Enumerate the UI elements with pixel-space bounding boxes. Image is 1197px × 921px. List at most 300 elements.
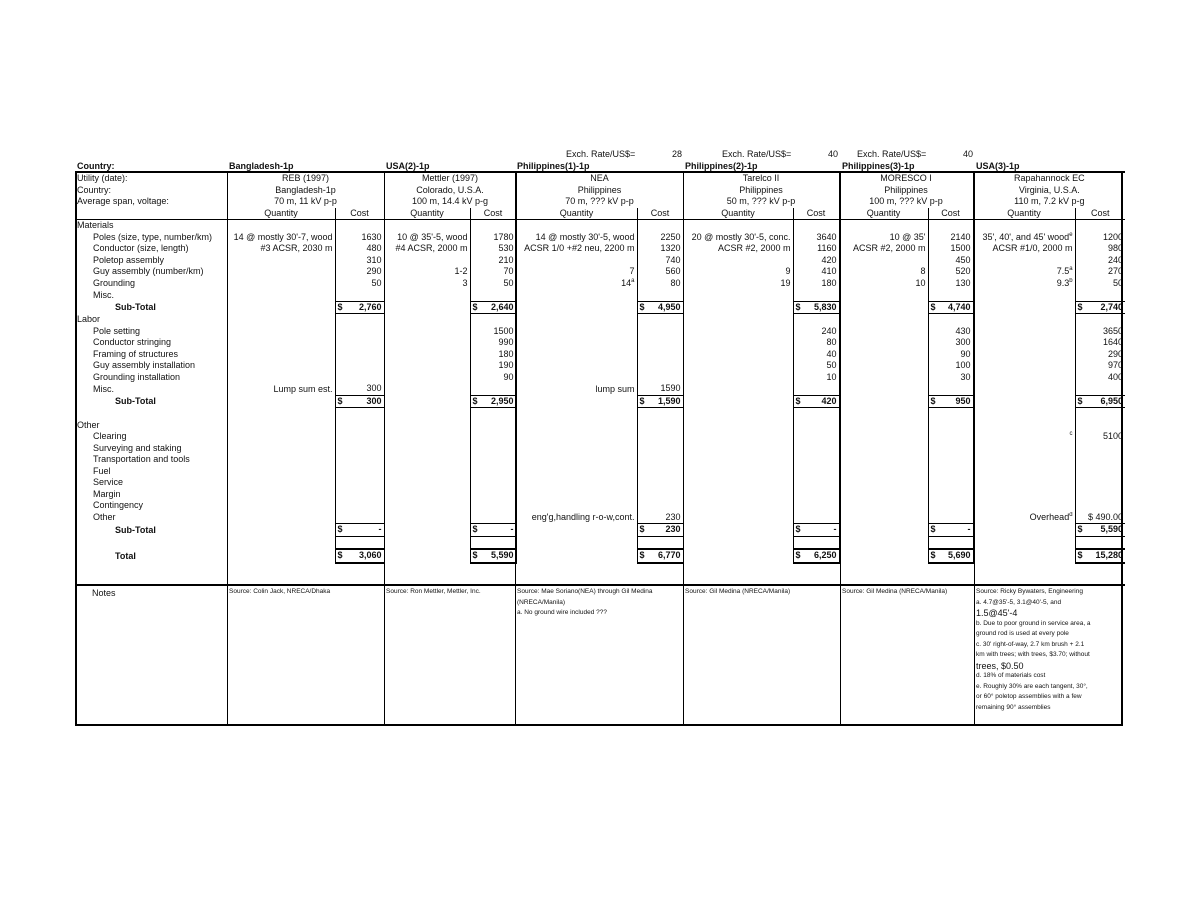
quantity-header: Quantity	[384, 208, 470, 220]
amount: 2,950	[490, 395, 514, 406]
cost-cell	[470, 349, 516, 361]
quantity-cell	[683, 536, 793, 549]
row-label	[75, 278, 227, 290]
quantity-cell	[839, 337, 928, 349]
note-line: trees, $0.50	[976, 660, 1024, 671]
exchange-rate-1	[566, 149, 682, 159]
cost-cell	[928, 477, 973, 489]
currency-symbol: $	[472, 550, 478, 560]
cost-cell-text: 50	[503, 277, 514, 288]
note-col-6	[976, 587, 1124, 713]
cost-cell	[1075, 408, 1125, 420]
currency-symbol: $	[337, 524, 343, 534]
utility-row-text: Mettler (1997)	[421, 173, 479, 183]
dollar-amount	[338, 396, 382, 408]
span-row-text: 100 m, ??? kV p-p	[869, 196, 943, 206]
dollar-amount	[931, 396, 971, 408]
amount: 300	[366, 395, 382, 406]
cost-cell	[1075, 266, 1125, 278]
quantity-cell	[227, 243, 335, 255]
cost-cell	[928, 220, 973, 232]
cost-cell-text: 40	[826, 348, 837, 359]
table-row	[75, 443, 1125, 455]
column-divider	[515, 171, 516, 726]
cost-cell	[335, 524, 384, 537]
quantity-cell	[384, 408, 470, 420]
cost-cell	[928, 372, 973, 384]
cost-cell	[335, 232, 384, 244]
cost-cell	[470, 489, 516, 501]
cost-cell	[928, 289, 973, 301]
quantity-cell-text: 3	[462, 277, 468, 288]
amount: 6,770	[657, 550, 681, 560]
column-divider	[974, 171, 975, 726]
quantity-cell	[683, 443, 793, 455]
cost-cell-text: 520	[955, 266, 971, 276]
cost-cell	[793, 536, 839, 549]
quantity-cell	[683, 500, 793, 512]
cost-cell-text: 190	[498, 360, 514, 370]
row-label-text: Sub-Total	[115, 302, 156, 312]
cost-cell-text: 90	[960, 348, 971, 359]
quantity-cell	[384, 220, 470, 232]
cost-cell	[793, 266, 839, 278]
quantity-cell-text: #4 ACSR, 2000 m	[395, 243, 468, 253]
quantity-cell	[384, 536, 470, 549]
quantity-cell	[384, 266, 470, 278]
country-row-value	[516, 185, 683, 197]
span-row	[75, 196, 1125, 208]
quantity-cell	[227, 314, 335, 326]
dollar-amount	[1078, 302, 1124, 314]
cost-cell	[637, 466, 683, 478]
cost-cell-text: 1590	[660, 383, 681, 393]
cost-cell	[793, 220, 839, 232]
quantity-cell	[516, 395, 637, 408]
dollar-amount	[931, 524, 971, 536]
quantity-cell	[973, 454, 1075, 466]
quantity-cell	[973, 266, 1075, 278]
cost-cell	[637, 395, 683, 408]
country-name: USA(2)-1p	[386, 161, 430, 171]
amount: 5,590	[1100, 524, 1124, 534]
row-label-text: Conductor stringing	[93, 337, 172, 347]
cost-cell-text: 290	[366, 266, 382, 276]
cost-cell-text: $ 490.00	[1088, 511, 1124, 522]
cost-cell	[928, 443, 973, 455]
quantity-cell	[516, 266, 637, 278]
row-label	[75, 512, 227, 524]
quantity-cell	[973, 549, 1075, 563]
row-label	[75, 536, 227, 549]
cost-cell	[637, 349, 683, 361]
cost-cell-text: 1500	[493, 325, 514, 336]
quantity-cell	[839, 536, 928, 549]
quantity-cell	[839, 524, 928, 537]
row-label	[75, 466, 227, 478]
cost-cell-text: 180	[821, 277, 837, 288]
row-label-text: Utility (date):	[77, 173, 128, 183]
cost-cell	[793, 420, 839, 432]
dollar-amount	[640, 550, 681, 562]
quantity-cell	[839, 289, 928, 301]
amount: 230	[665, 524, 681, 534]
quantity-cell	[516, 454, 637, 466]
currency-symbol: $	[1077, 301, 1083, 312]
quantity-cell	[683, 383, 793, 395]
quantity-cell-text: 14 @ mostly 30'-5, wood	[535, 231, 635, 242]
cost-cell	[470, 466, 516, 478]
quantity-cell	[973, 232, 1075, 244]
amount: 5,690	[948, 550, 971, 560]
quantity-cell	[973, 431, 1075, 443]
note-line: c. 30' right-of-way, 2.7 km brush + 2.1	[976, 640, 1085, 648]
quantity-cell	[384, 500, 470, 512]
quantity-cell-text: Lump sum est.	[273, 383, 333, 394]
currency-symbol: $	[639, 395, 645, 406]
cost-cell	[470, 360, 516, 372]
row-label	[75, 220, 227, 232]
quantity-cell	[227, 454, 335, 466]
quantity-cell	[973, 255, 1075, 267]
cost-cell	[793, 408, 839, 420]
dollar-amount	[640, 302, 681, 314]
table-row	[75, 431, 1125, 443]
quantity-cell	[384, 489, 470, 501]
spacer-row	[75, 408, 1125, 420]
row-label-text: Labor	[77, 314, 101, 324]
country-row-text: Philippines	[884, 184, 928, 195]
currency-symbol: $	[337, 301, 343, 312]
cost-cell	[470, 420, 516, 432]
quantity-cell	[384, 232, 470, 244]
row-label	[75, 395, 227, 408]
quantity-cell	[384, 431, 470, 443]
cost-cell	[335, 454, 384, 466]
quantity-cell	[973, 443, 1075, 455]
dollar-amount	[473, 524, 514, 536]
span-row-text: 110 m, 7.2 kV p-g	[1014, 196, 1085, 206]
country-name: Philippines(1)-1p	[517, 161, 590, 171]
amount: 420	[821, 395, 837, 406]
quantity-cell	[839, 372, 928, 384]
cost-cell	[928, 420, 973, 432]
row-label	[75, 420, 227, 432]
cost-cell	[1075, 536, 1125, 549]
table-row	[75, 255, 1125, 267]
cost-cell-text: 300	[366, 383, 382, 393]
cost-cell-text: 980	[1108, 243, 1124, 253]
row-label	[75, 500, 227, 512]
quantity-cell	[227, 443, 335, 455]
amount: 4,950	[657, 301, 681, 312]
quantity-cell	[683, 512, 793, 524]
row-label	[75, 349, 227, 361]
span-row-value	[683, 196, 839, 208]
row-label	[75, 408, 227, 420]
quantity-cell	[384, 466, 470, 478]
country-name: Bangladesh-1p	[229, 161, 294, 171]
quantity-cell	[384, 360, 470, 372]
cost-cell	[928, 500, 973, 512]
currency-symbol: $	[930, 550, 936, 560]
footnote-marker: d	[1069, 512, 1073, 518]
quantity-cell	[683, 420, 793, 432]
quantity-cell	[384, 549, 470, 563]
cost-cell	[470, 314, 516, 326]
footnote-marker: e	[1069, 231, 1073, 238]
quantity-cell-text: 20 @ mostly 30'-5, conc.	[691, 231, 791, 242]
exchange-rate-label: Exch. Rate/US$=	[722, 149, 792, 159]
quantity-cell	[516, 443, 637, 455]
cost-cell-text: 290	[1108, 348, 1124, 359]
quantity-cell-text: 7	[629, 266, 635, 276]
cost-cell	[928, 489, 973, 501]
quantity-cell	[227, 489, 335, 501]
cost-cell-text: 970	[1108, 360, 1124, 370]
cost-cell	[928, 360, 973, 372]
quantity-header: Quantity	[973, 208, 1075, 220]
cost-cell	[928, 326, 973, 338]
cost-cell	[335, 500, 384, 512]
quantity-cell	[384, 443, 470, 455]
quantity-cell	[384, 326, 470, 338]
row-label-text: Clearing	[93, 431, 127, 441]
quantity-cell	[683, 524, 793, 537]
quantity-cell	[973, 408, 1075, 420]
span-row-text: 70 m, ??? kV p-p	[565, 196, 634, 206]
quantity-cell	[384, 255, 470, 267]
dollar-amount	[338, 302, 382, 314]
quantity-cell	[683, 243, 793, 255]
cost-cell	[470, 454, 516, 466]
quantity-cell	[227, 536, 335, 549]
cost-cell	[1075, 454, 1125, 466]
quantity-cell	[839, 443, 928, 455]
cost-cell	[928, 266, 973, 278]
row-label-text: Margin	[93, 488, 121, 499]
amount: 2,640	[490, 301, 514, 312]
row-label	[75, 549, 227, 563]
quantity-cell	[516, 489, 637, 501]
quantity-cell	[973, 512, 1075, 524]
currency-symbol: $	[1077, 524, 1083, 534]
row-label	[75, 208, 227, 220]
row-label-text: Framing of structures	[93, 348, 179, 359]
cost-cell	[335, 255, 384, 267]
currency-symbol: $	[795, 301, 801, 312]
quantity-cell	[973, 243, 1075, 255]
cost-cell	[470, 337, 516, 349]
row-label	[75, 524, 227, 537]
quantity-cell-text: 9	[785, 266, 791, 276]
table-row	[75, 489, 1125, 501]
table-row	[75, 512, 1125, 524]
quantity-cell	[683, 549, 793, 563]
cost-cell-text: 5100	[1103, 431, 1124, 441]
quantity-cell	[227, 232, 335, 244]
row-label-text: Country:	[77, 184, 112, 195]
quantity-cell	[973, 301, 1075, 314]
quantity-cell	[516, 301, 637, 314]
cost-cell	[335, 266, 384, 278]
labor-heading	[75, 314, 1125, 326]
row-label	[75, 289, 227, 301]
quantity-cell	[839, 431, 928, 443]
cost-cell	[1075, 289, 1125, 301]
quantity-cell	[839, 349, 928, 361]
currency-symbol: $	[337, 550, 343, 560]
note-line: d. 18% of materials cost	[976, 672, 1046, 679]
cost-cell-text: 50	[1113, 277, 1124, 288]
exchange-rate-value: 28	[671, 149, 682, 159]
cost-cell-text: 1320	[660, 243, 681, 253]
cost-cell-text: 230	[665, 511, 681, 522]
amount: 6,950	[1100, 395, 1124, 406]
cost-cell	[637, 408, 683, 420]
cost-cell	[637, 524, 683, 537]
cost-cell	[470, 500, 516, 512]
cost-cell-text: 740	[665, 254, 681, 265]
cost-cell-text: 1780	[493, 231, 514, 242]
quantity-header: Quantity	[839, 208, 928, 220]
quantity-cell	[973, 395, 1075, 408]
cost-cell	[470, 524, 516, 537]
cost-cell	[335, 536, 384, 549]
cost-cell	[637, 500, 683, 512]
dollar-amount	[473, 396, 514, 408]
quantity-cell	[973, 326, 1075, 338]
cost-cell	[470, 431, 516, 443]
quantity-cell-text: 7.5	[1056, 266, 1070, 276]
cost-cell	[335, 466, 384, 478]
note-line: (NRECA/Manila)	[517, 598, 566, 606]
row-label-text: Other	[77, 419, 100, 430]
row-label-text: Sub-Total	[115, 396, 156, 406]
cost-cell	[335, 383, 384, 395]
cost-cell	[1075, 395, 1125, 408]
cost-cell	[637, 512, 683, 524]
utility-row-text: MORESCO I	[880, 173, 932, 183]
cost-cell	[1075, 337, 1125, 349]
cost-cell	[793, 524, 839, 537]
cost-cell	[637, 255, 683, 267]
quantity-cell-text: lump sum	[595, 383, 635, 394]
cost-cell	[470, 220, 516, 232]
quantity-cell	[516, 349, 637, 361]
row-label	[75, 454, 227, 466]
cost-cell	[928, 549, 973, 563]
column-divider	[840, 171, 841, 726]
row-label-text: Guy assembly installation	[93, 360, 196, 370]
cost-cell	[637, 536, 683, 549]
quantity-cell-text: ACSR 1/0 +#2 neu, 2200 m	[524, 243, 635, 253]
quantity-cell	[516, 255, 637, 267]
table-row	[75, 232, 1125, 244]
quantity-cell-text: ACSR #2, 2000 m	[852, 243, 926, 253]
dollar-amount	[931, 302, 971, 314]
cost-cell-text: 70	[503, 266, 514, 276]
cost-cell	[1075, 549, 1125, 563]
quantity-cell	[516, 232, 637, 244]
amount: 15,280	[1095, 550, 1124, 560]
quantity-cell	[516, 477, 637, 489]
amount: 2,740	[1100, 301, 1124, 312]
labor-subtotal-row	[75, 395, 1125, 408]
quantity-cell	[227, 326, 335, 338]
row-label-text: Surveying and staking	[93, 442, 182, 453]
amount: 5,590	[490, 550, 514, 560]
cost-cell	[1075, 443, 1125, 455]
country-label: Country:	[77, 161, 115, 171]
note-col-5	[842, 587, 972, 598]
quantity-cell	[384, 337, 470, 349]
amount: -	[967, 524, 971, 534]
quantity-cell-text: Overhead	[1029, 512, 1070, 522]
cost-cell	[1075, 477, 1125, 489]
utility-row-text: Tarelco II	[742, 173, 780, 183]
cost-cell	[470, 549, 516, 563]
cost-cell-text: 990	[498, 337, 514, 347]
row-label	[75, 232, 227, 244]
cost-header: Cost	[637, 208, 683, 220]
quantity-cell	[839, 477, 928, 489]
cost-cell	[1075, 243, 1125, 255]
column-header-row	[75, 208, 1125, 220]
utility-row-text: Rapahannock EC	[1014, 173, 1085, 183]
cost-cell-text: 130	[955, 277, 971, 288]
cost-cell	[335, 420, 384, 432]
quantity-cell	[973, 372, 1075, 384]
cost-cell-text: 2250	[660, 231, 681, 242]
cost-cell-text: 1640	[1103, 337, 1124, 347]
row-label-text: Conductor (size, length)	[93, 243, 189, 253]
quantity-cell	[516, 337, 637, 349]
row-label-text: Poletop assembly	[93, 254, 165, 265]
span-row-value	[973, 196, 1125, 208]
amount: -	[833, 524, 837, 534]
cost-cell	[637, 431, 683, 443]
quantity-cell-text: #3 ACSR, 2030 m	[260, 243, 333, 253]
quantity-cell	[839, 395, 928, 408]
note-col-4	[685, 587, 837, 598]
cost-cell-text: 3650	[1103, 325, 1124, 336]
note-line: remaining 90° assemblies	[976, 703, 1051, 711]
quantity-cell-text: 14 @ mostly 30'-7, wood	[233, 231, 333, 242]
cost-cell	[470, 326, 516, 338]
cost-cell	[793, 289, 839, 301]
quantity-cell	[227, 289, 335, 301]
country-row-text: Philippines	[577, 184, 622, 195]
quantity-cell	[683, 349, 793, 361]
currency-symbol: $	[1077, 550, 1083, 560]
cost-cell	[793, 549, 839, 563]
currency-symbol: $	[337, 395, 343, 406]
utility-row-text: REB (1997)	[281, 173, 330, 183]
cost-cell	[793, 337, 839, 349]
cost-cell	[793, 431, 839, 443]
cost-cell-text: 480	[366, 243, 382, 253]
quantity-cell	[384, 477, 470, 489]
spacer-row	[75, 536, 1125, 549]
cost-cell	[793, 500, 839, 512]
note-line: Source: Ron Mettler, Mettler, Inc.	[386, 588, 481, 595]
exchange-rate-3	[857, 149, 973, 159]
quantity-cell	[973, 337, 1075, 349]
quantity-cell	[839, 500, 928, 512]
cost-cell	[335, 477, 384, 489]
total-row	[75, 549, 1125, 563]
